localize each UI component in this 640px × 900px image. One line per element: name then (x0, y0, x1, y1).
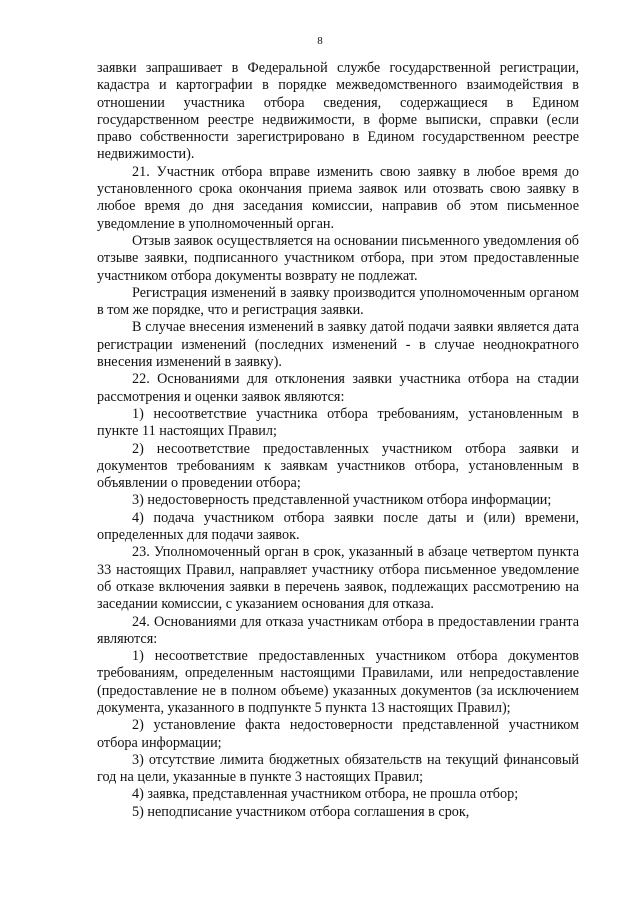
list-item-22-2: 2) несоответствие предоставленных участником отбора заявки и документов требованиям к заявкам участников отбора, установленным в объявлении о проведении отбора; (97, 440, 579, 492)
list-item-22-1: 1) несоответствие участника отбора требованиям, установленным в пункте 11 настоящих Правил; (97, 405, 579, 440)
paragraph-24: 24. Основаниями для отказа участникам отбора в предоставлении гранта являются: (97, 613, 579, 647)
page-number: 8 (317, 35, 323, 47)
document-body (97, 60, 579, 821)
list-item-22-4: 4) подача участником отбора заявки после даты и (или) времени, определенных для подачи заявок. (97, 509, 579, 544)
list-item-24-1: 1) несоответствие предоставленных участником отбора документов требованиям, определенным настоящими Правилами, или непредоставление (предоставление не в полном объеме) указанных документов (за исключением документа, указанного в подпункте 5 пункта 13 настоящих Правил); (97, 648, 579, 716)
paragraph-continuation: заявки запрашивает в Федеральной службе государственной регистрации, кадастра и картографии в порядке межведомственного взаимодействия в отношении участника отбора сведения, содержащиеся в Едином государственном реестре недвижимости, в форме выписки, справки (если право собственности зарегистрировано в Едином государственном реестре недвижимости). (97, 60, 579, 163)
paragraph-23: 23. Уполномоченный орган в срок, указанный в абзаце четвертом пункта 33 настоящих Правил, направляет участнику отбора письменное уведомление об отказе включения заявки в перечень заявок, подлежащих рассмотрению на заседании комиссии, с указанием основания для отказа. (97, 544, 579, 613)
paragraph-changes-date: В случае внесения изменений в заявку датой подачи заявки является дата регистрации изменений (последних изменений - в случае неоднократного внесения изменений в заявку). (97, 319, 579, 371)
list-item-24-5: 5) неподписание участником отбора соглашения в срок, (132, 803, 470, 820)
list-item-24-4: 4) заявка, представленная участником отбора, не прошла отбор; (132, 786, 519, 803)
list-item-24-3: 3) отсутствие лимита бюджетных обязательств на текущий финансовый год на цели, указанные в пункте 3 настоящих Правил; (97, 751, 579, 786)
list-item-24-2: 2) установление факта недостоверности представленной участником отбора информации; (97, 717, 579, 751)
paragraph-21: 21. Участник отбора вправе изменить свою заявку в любое время до установленного срока окончания приема заявок или отозвать свою заявку в любое время до дня заседания комиссии, направив об этом письменное уведомление в уполномоченный орган. (97, 163, 579, 232)
list-item-22-3: 3) недостоверность представленной участником отбора информации; (132, 492, 552, 509)
paragraph-registration: Регистрация изменений в заявку производится уполномоченным органом в том же порядке, что и регистрация заявки. (97, 284, 579, 319)
paragraph-22: 22. Основаниями для отклонения заявки участника отбора на стадии рассмотрения и оценки заявок являются: (97, 371, 579, 405)
paragraph-withdrawal: Отзыв заявок осуществляется на основании письменного уведомления об отзыве заявки, подписанного участником отбора, при этом предоставленные участником отбора документы возврату не подлежат. (97, 232, 579, 284)
